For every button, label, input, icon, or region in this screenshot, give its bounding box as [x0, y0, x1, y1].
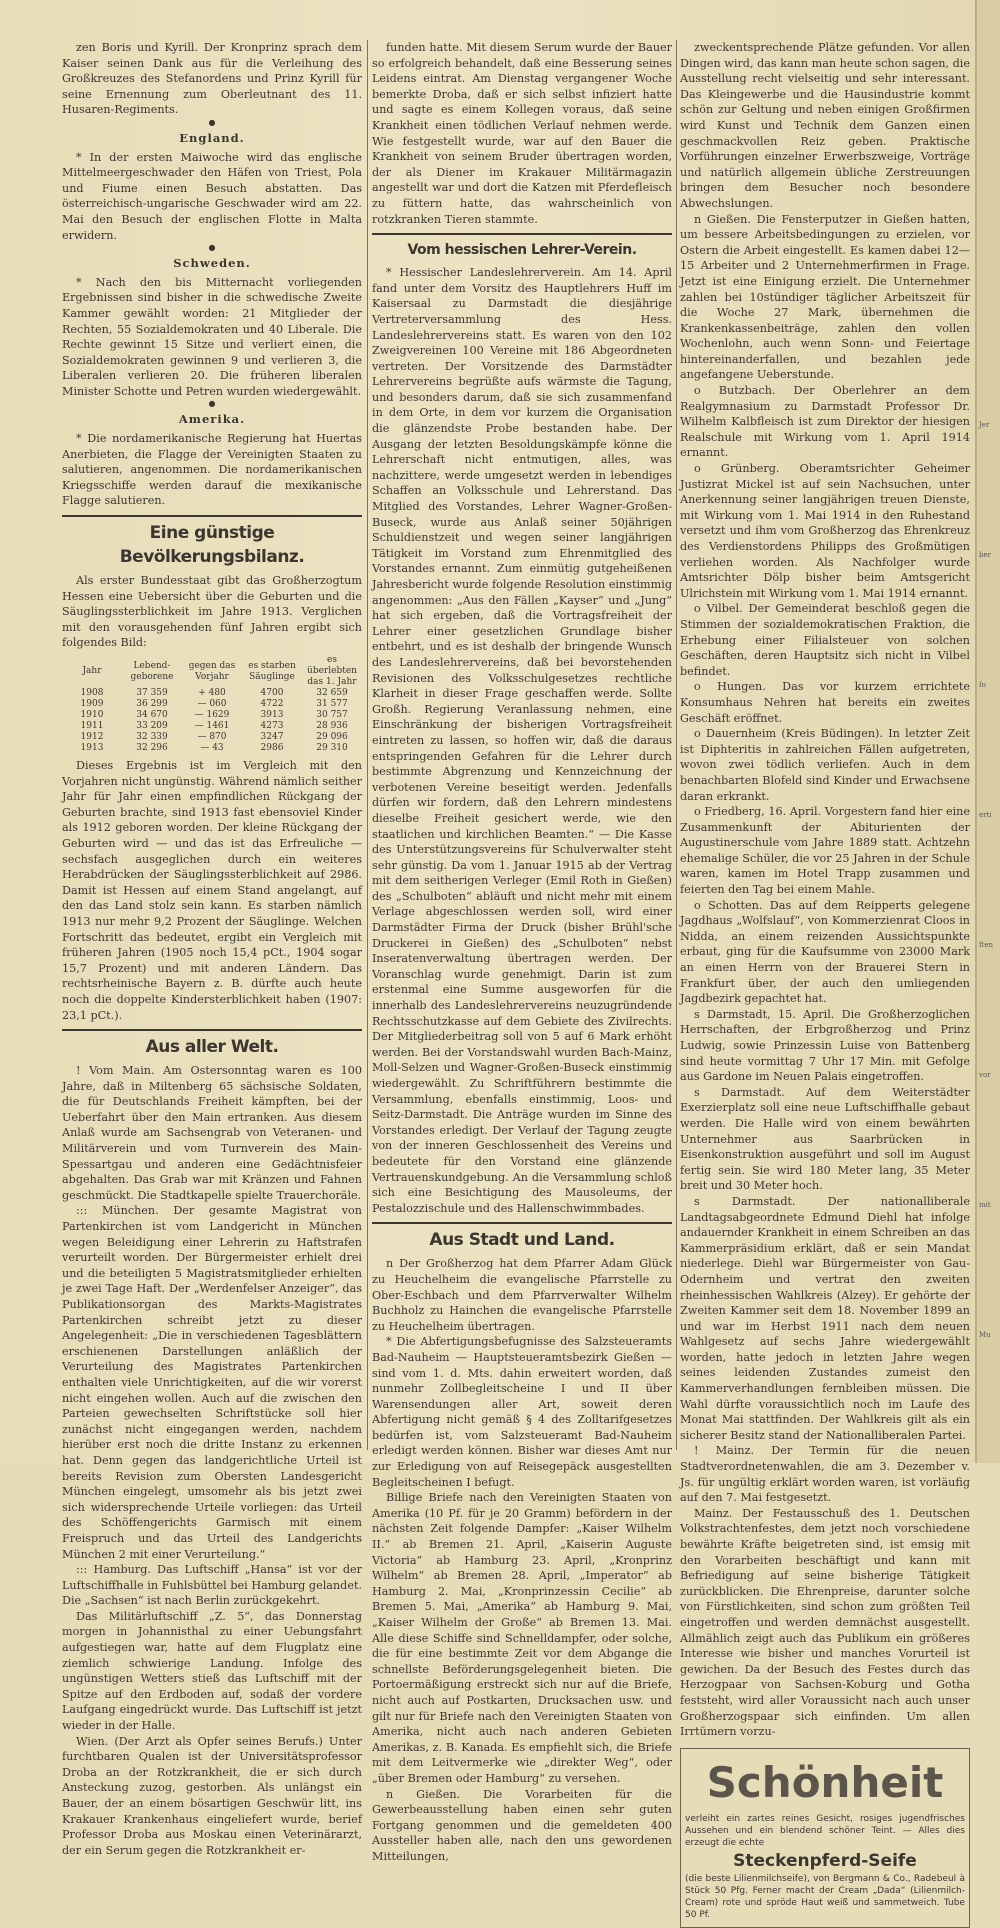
table-header: es starben Säuglinge [248, 660, 296, 682]
table-cell: 1913 [80, 743, 104, 753]
news-item: * Nach den bis Mitternacht vorliegenden Ergebnissen sind bisher in die schwedische Zweite Kammer gewählt worden: 21 Mitglieder der Rechten, 55 Sozialdemokraten und 40 Liberale. Die Rechte gewinnt 15 Sitze und verliert einen, die Sozialdemokraten gewinnen 9 und verlieren 3, die Liberalen verlieren 20. Die früheren liberalen Minister Schotte und Petren wurden wiedergewählt. [62, 275, 362, 398]
divider [62, 515, 362, 517]
table-cell: 32 339 [136, 732, 168, 742]
table-cell: 34 670 [136, 710, 168, 720]
news-item: o Dauernheim (Kreis Büdingen). In letzter Zeit ist Diphteritis in zahlreichen Fällen aufgetreten, wovon zwei tödlich verliefen. Auch in dem benachbarten Blofeld sind Kinder und Erwachsene daran erkrankt. [680, 727, 970, 803]
table-cell: — 1461 [194, 721, 230, 731]
news-item: s Darmstadt. Auf dem Weiterstädter Exerzierplatz soll eine neue Luftschiffhalle gebaut werden. Die Halle wird von einem bewährten Unternehmer aus Saarbrücken in Eisenkonstruktion ausgeführt und soll im August fertig sein. Sie wird 180 Meter lang, 35 Meter breit und 30 Meter hoch. [680, 1085, 970, 1193]
regional-news-items [680, 40, 970, 1740]
table-cell: 4700 [260, 688, 284, 698]
news-item: o Vilbel. Der Gemeinderat beschloß gegen die Stimmen der sozialdemokratischen Fraktion, die Erhebung einer Filialsteuer von solchen Geschäften, deren Hauptsitz sich nicht in Vilbel befindet. [680, 602, 970, 678]
table-cell: 29 096 [316, 732, 348, 742]
headline-bevoelkerungsbilanz: Eine günstige Bevölkerungsbilanz. [119, 523, 305, 568]
table-cell: 4273 [260, 721, 284, 731]
table-cell: 2986 [260, 743, 284, 753]
table-cell: 1909 [80, 699, 104, 709]
table-cell: 30 757 [316, 710, 348, 720]
table-row [62, 743, 362, 754]
news-item: Billige Briefe nach den Vereinigten Staaten von Amerika (10 Pf. für je 20 Gramm) befördern in der nächsten Zeit folgende Dampfer: „Kaiser Wilhelm II.“ ab Bremen 21. April, „Kaiserin Auguste Victoria“ ab Hamburg 23. April, „Kronprinz Wilhelm“ ab Bremen 28. April, „Imperator“ ab Hamburg 2. Mai, „Kronprinzessin Cecilie“ ab Bremen 5. Mai, „Amerika“ ab Hamburg 9. Mai, „Kaiser Wilhelm der Große“ ab Bremen 13. Mai. Alle diese Schiffe sind Schnelldampfer, oder solche, die für eine bestimmte Zeit vor dem Abgange die schnellste Beförderungsgelegenheit bieten. Die Portoermäßigung erstreckt sich nur auf die Briefe, nicht auch auf Postkarten, Drucksachen usw. und gilt nur für Briefe nach den Vereinigten Staaten von Amerika, nicht auch nach anderen Gebieten Amerikas, z. B. Kanada. Es empfiehlt sich, die Briefe mit dem Leitvermerke wie „direkter Weg“, oder „über Bremen oder Hamburg“ zu versehen. [372, 1491, 672, 1785]
page-fragment: Jer [979, 421, 990, 429]
table-cell: 1908 [80, 688, 104, 698]
news-item: Wien. (Der Arzt als Opfer seines Berufs.) Unter furchtbaren Qualen ist der Universitätsprofessor Droba an der Rotzkrankheit, die er sich durch Ansteckung zuzog, gestorben. Als unlängst ein Bauer, der an einem bösartigen Geschwür litt, ins Krakauer Krankenhaus eingeliefert wurde, berief Professor Droba aus Moskau einen Veterinärarzt, der ein Serum gegen die Rotzkrankheit er- [62, 1734, 362, 1857]
table-cell: — 43 [200, 743, 224, 753]
page-fragment: mit [979, 1201, 991, 1209]
ad-brand: Steckenpferd-Seife [733, 1850, 917, 1871]
table-cell: 4722 [260, 699, 284, 709]
table-cell: 37 359 [136, 688, 168, 698]
page-fragment: erti [979, 811, 992, 819]
news-item: ! Vom Main. Am Ostersonntag waren es 100 Jahre, daß in Miltenberg 65 sächsische Soldaten, die für Deutschlands Freiheit kämpften, bei der Ueberfahrt über den Main ertranken. Aus diesem Anlaß wurde am Sachsengrab von Veteranen- und Militärverein und vom Turnverein des Main-Spessartgau und anderen eine Gedächtnisfeier abgehalten. Das Grab war mit Kränzen und Fahnen geschmückt. Die Stadtkapelle spielte Trauerchoräle. [62, 1064, 362, 1202]
section-heading-england: England. [179, 130, 245, 145]
table-cell: — 1629 [194, 710, 230, 720]
page-fragment: fo [979, 681, 986, 689]
table-cell: — 060 [197, 699, 227, 709]
stadt-und-land-items [372, 1256, 672, 1864]
table-row [62, 699, 362, 710]
news-item: o Grünberg. Oberamtsrichter Geheimer Justizrat Mickel ist auf sein Nachsuchen, unter Anerkennung seiner langjährigen treuen Dienste, mit Wirkung vom 1. Mai 1914 in den Ruhestand versetzt und ihm vom Großherzog das Ehrenkreuz des Verdienstordens Philipps des Großmütigen verliehen worden. Als Nachfolger wurde Amtsrichter Dölp bisher beim Amtsgericht Ulrichstein mit Wirkung vom 1. Mai 1914 ernannt. [680, 462, 970, 600]
article-continuation: funden hatte. Mit diesem Serum wurde der Bauer so erfolgreich behandelt, daß eine Besserung seines Leidens eintrat. Am Dienstag vergangener Woche bemerkte Droba, daß er sich selbst infiziert hatte und sagte es einem Kollegen voraus, daß seine Krankheit einen tödlichen Verlauf nehmen werde. Wie festgestellt wurde, war auf den Bauer die Krankheit von seinem Bruder übertragen worden, der als Diener im Krakauer Militärmagazin angestellt war und dort die Katzen mit Pferdefleisch zu füttern hatte, das wahrscheinlich von rotzkranken Tieren stammte. [372, 41, 672, 226]
column-divider [367, 40, 368, 1450]
table-cell: 33 209 [136, 721, 168, 731]
article-continuation: zen Boris und Kyrill. Der Kronprinz sprach dem Kaiser seinen Dank aus für die Verleihung des Großkreuzes des Stefanordens und Prinz Kyrill für seine Ernennung zum Oberleutnant des 11. Husaren-Regiments. [62, 41, 362, 117]
table-cell: 1911 [80, 721, 104, 731]
article-paragraph: Als erster Bundesstaat gibt das Großherzogtum Hessen eine Uebersicht über die Geburten und die Säuglingssterblichkeit im Jahre 1913. Verglichen mit den vorausgehenden fünf Jahren ergibt sich folgendes Bild: [62, 574, 362, 650]
table-header: gegen das Vorjahr [188, 660, 236, 682]
news-item: * In der ersten Maiwoche wird das englische Mittelmeergeschwader den Häfen von Triest, Pola und Fiume einen Besuch abstatten. Das österreichisch-ungarische Geschwader wird am 22. Mai den Besuch der englischen Flotte in Malta erwidern. [62, 150, 362, 242]
page-fragment: ber [979, 551, 991, 559]
column-1 [62, 40, 362, 1858]
news-item: * Hessischer Landeslehrerverein. Am 14. April fand unter dem Vorsitz des Hauptlehrers Huff im Kaisersaal zu Darmstadt die diesjährige Vertreterversammlung des Hess. Landeslehrervereins statt. Es waren von den 102 Zweigvereinen 100 Vereine mit 186 Abgeordneten vertreten. Der Vorsitzende des Darmstädter Lehrervereins begrüßte aufs wärmste die Tagung, und besonders darum, daß sie sich zusammenfand in dem Orte, in dem vor kurzem die Organisation die glänzendste Probe bestanden habe. Der Ausgang der letzten Besoldungskämpfe könne die Lehrerschaft nicht entmutigen, alles, was nachzittere, werde umgesetzt werden in lebendiges Schaffen an Volksschule und Lehrerstand. Das Mitglied des Vorstandes, Lehrer Wagner-Großen-Buseck, wurde aus Anlaß seiner 50jährigen Schuldienstzeit und wegen seiner langjährigen Tätigkeit im Vorstand zum Ehrenmitglied des Vorstandes ernannt. Zum einmütig gutgeheißenen Jahresbericht wurde folgende Resolution einstimmig angenommen: „Aus den Fällen „Kayser“ und „Jung“ hat sich ergeben, daß die Vortragsfreiheit der Lehrer einer gesetzlichen Grundlage bisher entbehrt, und es ist deshalb der bringende Wunsch des Landeslehrervereins, daß bei bevorstehenden Revisionen des Volksschulgesetzes rechtliche Klarheit in dieser Frage geschaffen werde. Sollte Großh. Regierung Veranlassung nehmen, eine Einschränkung der bisherigen Vortragsfreiheit eintreten zu lassen, so hoffen wir, daß die daraus entspringenden Gefahren für die Lehrer durch bestimmte Abgrenzung und Kennzeichnung der verbotenen Vereine beseitigt werden. Jedenfalls dürfen wir fordern, daß den Lehrern mindestens dieselbe Freiheit gesichert werde, wie den staatlichen und kirchlichen Beamten.“ — Die Kasse des Unterstützungsvereins für Schulverwalter steht sehr günstig. Da vom 1. Januar 1915 ab der Vertrag mit dem seitherigen Verleger (Emil Roth in Gießen) des „Schulboten“ abläuft und nicht mehr mit einem Verlage abgeschlossen werden soll, wird einer Darmstädter Firma der Druck (bisher Brühl'sche Druckerei in Gießen) des „Schulboten“ nebst Inseratenverwaltung übertragen werden. Der Voranschlag wurde genehmigt. Darin ist zum erstenmal eine Summe ausgeworfen für die innerhalb des Landeslehrervereins neuzugründende Rechtsschutzkasse auf dem Gebiete des Zivilrechts. Der Mitgliederbeitrag soll von 5 auf 6 Mark erhöht werden. Bei der Vorstandswahl wurden Bach-Mainz, Moll-Selzen und Wagner-Großen-Buseck einstimmig wiedergewählt. Zu Schriftführern bestimmte die Versammlung, ebenfalls einstimmig, Loos- und Seitz-Darmstadt. Die Anträge wurden im Sinne des Vorstandes erledigt. Der Verlauf der Tagung zeugte von der inneren Geschlossenheit des Vereins und bedeutete für den Vorstand eine glänzende Vertrauenskundgebung. An die Versammlung schloß sich eine Besichtigung des Mausoleums, der Pestalozzischule und des Hallenschwimmbades. [372, 266, 672, 1215]
news-item: n Gießen. Die Vorarbeiten für die Gewerbeausstellung haben einen sehr guten Fortgang genommen und die gemeldeten 400 Aussteller haben alle, nach den uns gewordenen Mitteilungen, [372, 1787, 672, 1863]
table-body [62, 688, 362, 754]
aus-aller-welt-items [62, 1063, 362, 1858]
news-item: ::: Hamburg. Das Luftschiff „Hansa“ ist vor der Luftschiffhalle in Fuhlsbüttel bei Hamburg gelandet. Die „Sachsen“ ist nach Berlin zurückgekehrt. [62, 1563, 362, 1608]
page-fragment: Mu [979, 1331, 991, 1339]
separator-dot: ● [208, 243, 216, 253]
table-cell: 28 936 [316, 721, 348, 731]
page-fragment: ften [979, 941, 994, 949]
divider [372, 1222, 672, 1224]
news-item: ::: München. Der gesamte Magistrat von Partenkirchen ist vom Landgericht in München wegen Beleidigung einer Lehrerin zu Haftstrafen verurteilt worden. Der Bürgermeister erhielt drei und die beteiligten 5 Magistratsmitglieder erhielten je zwei Tage Haft. Der „Werdenfelser Anzeiger“, das Publikationsorgan des Markts-Magistrates Partenkirchen schreibt jetzt zu dieser Angelegenheit: „Die in verschiedenen Tagesblättern erschienenen Darstellungen anläßlich der Verurteilung des Magistrates Partenkirchen enthalten viele Unrichtigkeiten, auf die wir vorerst nicht eingehen wollen. Auch auf die zwischen den Parteien gewechselten Schriftstücke soll hier zunächst nicht eingegangen werden, nachdem hierüber erst noch die dritte Instanz zu erkennen hat. Denn gegen das landgerichtliche Urteil ist bereits Revision zum Obersten Landesgericht München eingelegt, umsomehr als bis jetzt zwei sich widersprechende Urteile vorliegen: das Urteil des Schöffengerichts Garmisch mit einem Freispruch und das Urteil des Landgerichts München 2 mit einer Verurteilung.“ [62, 1204, 362, 1561]
ad-headline: Schönheit [706, 1757, 944, 1807]
advertisement-steckenpferd-seife [680, 1748, 970, 1928]
headline-aus-aller-welt: Aus aller Welt. [145, 1037, 279, 1058]
separator-dot: ● [208, 399, 216, 409]
table-cell: 36 299 [136, 699, 168, 709]
section-heading-amerika: Amerika. [178, 412, 246, 427]
separator-dot: ● [208, 117, 216, 127]
table-cell: 29 310 [316, 743, 348, 753]
column-divider [676, 40, 677, 1450]
table-row [62, 721, 362, 732]
table-cell: 1910 [80, 710, 104, 720]
news-item: n Gießen. Die Fensterputzer in Gießen hatten, um bessere Arbeitsbedingungen zu erzielen, vor Ostern die Arbeit eingestellt. Es kamen dabei 12—15 Arbeiter und 2 Unternehmerfirmen in Frage. Jetzt ist eine Einigung erzielt. Die Unternehmer zahlen bei 10stündiger täglicher Arbeitszeit für die Woche 27 Mark, übernehmen die Krankenkassenbeiträge, zahlen den vollen Wochenlohn, auch wenn Sonn- und Feiertage hintereinanderfallen, und bezahlen jede angefangene Ueberstunde. [680, 212, 970, 382]
headline-aus-stadt-und-land: Aus Stadt und Land. [429, 1230, 615, 1251]
lehrer-verein-items [372, 265, 672, 1216]
table-row [62, 688, 362, 699]
divider [372, 233, 672, 235]
ad-text: verleiht ein zartes reines Gesicht, rosiges jugendfrisches Aussehen und ein blendend schöner Teint. — Alles dies erzeugt die echte [685, 1813, 965, 1848]
birth-statistics-table [62, 655, 362, 754]
news-item: zweckentsprechende Plätze gefunden. Vor allen Dingen wird, das kann man heute schon sagen, die Ausstellung recht vielseitig und sehr interessant. Das Kleingewerbe und die Hausindustrie kommt schön zur Geltung und neben einigen Großfirmen wird Kunst und Technik dem Ganzen einen geschmackvollen Reiz geben. Praktische Vorführungen einzelner Erwerbszweige, Vorträge und natürlich allgemein übliche Zerstreuungen bringen dem Besucher noch besondere Abwechslungen. [680, 41, 970, 210]
news-item: Mainz. Der Festausschuß des 1. Deutschen Volkstrachtenfestes, dem jetzt noch vorschiedene bewährte Kräfte beigetreten sind, ist emsig mit den Vorarbeiten beschäftigt und kann mit Befriedigung auf seine bisherige Tätigkeit zurückblicken. Die Ehrenpreise, darunter solche von Fürstlichkeiten, sind schon zum größten Teil eingetroffen und werden demnächst ausgestellt. Allmählich zeigt auch das Publikum ein größeres Interesse wie bisher und manches Vorurteil ist gewichen. Da der Besuch des Festes durch das Herzogpaar von Sachsen-Koburg und Gotha feststeht, wird aller Voraussicht nach auch unser Großherzogspaar sich einfinden. Um allen Irrtümern vorzu- [680, 1506, 970, 1739]
table-cell: 3913 [260, 710, 284, 720]
section-heading-schweden: Schweden. [173, 256, 251, 271]
table-row [62, 710, 362, 721]
news-item: o Schotten. Das auf dem Reipperts gelegene Jagdhaus „Wolfslauf“, von Kommerzienrat Cloos in Nidda, an einem reizenden Aussichtspunkte erbaut, ging für die Kaufsumme von 23000 Mark an einen Herrn von der Brauerei Stern in Frankfurt über, der auch den umliegenden Jagdbezirk gepachtet hat. [680, 898, 970, 1006]
column-2 [372, 40, 672, 1865]
news-item: n Der Großherzog hat dem Pfarrer Adam Glück zu Heuchelheim die evangelische Pfarrstelle zu Ober-Eschbach und dem Pfarrverwalter Wilhelm Buchholz zu Hainchen die evangelische Pfarrstelle zu Heuchelheim übertragen. [372, 1257, 672, 1333]
headline-lehrer-verein: Vom hessischen Lehrer-Verein. [407, 242, 637, 259]
table-cell: — 870 [197, 732, 227, 742]
table-cell: 1912 [80, 732, 104, 742]
table-header: es überlebten das 1. Jahr [307, 655, 357, 687]
ad-details: (die beste Lilienmilchseife), von Bergmann & Co., Radebeul à Stück 50 Pfg. Ferner macht der Cream „Dada“ (Lilienmilch-Cream) rote und spröde Haut weiß und sammetweich. Tube 50 Pf. [685, 1873, 965, 1920]
news-item: o Butzbach. Der Oberlehrer an dem Realgymnasium zu Darmstadt Professor Dr. Wilhelm Kalbfleisch ist zum Direktor der hiesigen Realschule mit Wirkung vom 1. April 1914 ernannt. [680, 384, 970, 460]
adjacent-page-edge [975, 0, 1000, 1463]
table-header: Jahr [82, 666, 102, 676]
news-item: * Die nordamerikanische Regierung hat Huertas Anerbieten, die Flagge der Vereinigten Staaten zu salutieren, angenommen. Die nordamerikanischen Kriegsschiffe werden darauf die mexikanische Flagge salutieren. [62, 432, 362, 508]
table-cell: 32 659 [316, 688, 348, 698]
news-item: * Die Abfertigungsbefugnisse des Salzsteueramts Bad-Nauheim — Hauptsteueramtsbezirk Gießen — sind vom 1. d. Mts. dahin erweitert worden, daß nunmehr Zollbegleitscheine I und II über Warensendungen aller Art, soweit deren Abfertigung nicht gemäß § 4 des Zolltarifgesetzes bedürfen ist, vom Salzsteueramt Bad-Nauheim erledigt werden können. Bisher war dieses Amt nur zur Erledigung von auf Reisegepäck ausgestellten Begleitscheinen I befugt. [372, 1335, 672, 1489]
column-3 [680, 40, 970, 1928]
table-cell: 32 296 [136, 743, 168, 753]
news-item: Das Militärluftschiff „Z. 5“, das Donnerstag morgen in Johannisthal zu einer Uebungsfahrt aufgestiegen war, hatte auf dem Flugplatz eine ziemlich schwierige Landung. Infolge des ungünstigen Wetters stieß das Luftschiff mit der Spitze auf den Erdboden auf, sodaß der vordere Laufgang eingedrückt wurde. Das Luftschiff ist jetzt wieder in der Halle. [62, 1609, 362, 1733]
news-item: o Hungen. Das vor kurzem errichtete Konsumhaus Nehren hat bereits ein zweites Geschäft eröffnet. [680, 680, 970, 725]
table-cell: 3247 [260, 732, 284, 742]
table-cell: 31 577 [316, 699, 348, 709]
table-header-row [62, 655, 362, 688]
news-item: o Friedberg, 16. April. Vorgestern fand hier eine Zusammenkunft der Abiturienten der Augustinerschule vom Jahre 1889 statt. Achtzehn ehemalige Schüler, die vor 25 Jahren in der Schule waren, kamen im Hotel Trapp zusammen und feierten den Tag bei einem Mahle. [680, 805, 970, 897]
table-cell: + 480 [198, 688, 226, 698]
page-fragment: vor [979, 1071, 991, 1079]
news-item: s Darmstadt, 15. April. Die Großherzoglichen Herrschaften, der Erbgroßherzog und Prinz Ludwig, sowie Prinzessin Luise von Battenberg sind heute vormittag 7 Uhr 17 Min. mit Gefolge aus Gardone im Neuen Palais eingetroffen. [680, 1007, 970, 1084]
news-item: s Darmstadt. Der nationalliberale Landtagsabgeordnete Edmund Diehl hat infolge andauernder Krankheit in einem Schreiben an das Kammerpräsidium erklärt, daß er sein Mandat niederlege. Diehl war Bürgermeister von Gau-Odernheim und vertrat den zweiten rheinhessischen Wahlkreis (Alzey). Er gehörte der Zweiten Kammer seit dem 18. November 1899 an und war im Herbst 1911 nach dem neuen Wahlgesetz auf sechs Jahre wiedergewählt worden, hatte jedoch in letzten Jahre wegen seines leidenden Zustandes zumeist den Kammerverhandlungen fernbleiben müssen. Die Wahl dürfte voraussichtlich noch im Laufe des Monat Mai stattfinden. Der Wahlkreis gilt als ein sicherer Besitz stand der Nationalliberalen Partei. [680, 1194, 970, 1442]
table-row [62, 732, 362, 743]
divider [62, 1029, 362, 1031]
article-paragraph: Dieses Ergebnis ist im Vergleich mit den Vorjahren nicht ungünstig. Während nämlich seither Jahr für Jahr einen empfindlichen Rückgang der Geburten brachte, sind 1913 fast ebensoviel Kinder als 1912 geboren worden. Der kleine Rückgang der Geburten wird — und das ist das Erfreuliche — sechsfach ausgeglichen durch ein weiteres Herabdrücken der Säuglingssterblichkeit auf 2986. Damit ist Hessen auf einem Stand angelangt, auf den das Land stolz sein kann. Es starben nämlich 1913 nur mehr 9,2 Prozent der Säuglinge. Welchen Fortschritt das bedeutet, ergibt ein Vergleich mit früheren Jahren (1905 noch 15,4 pCt., 1904 sogar 15,7 Prozent) und mit anderen Ländern. Das rechtsrheinische Bayern z. B. dürfte auch heute noch die doppelte Kindersterblichkeit haben (1907: 23,1 pCt.). [62, 759, 362, 1022]
news-item: ! Mainz. Der Termin für die neuen Stadtverordnetenwahlen, die am 3. Dezember v. Js. für ungültig erklärt worden waren, ist vorläufig auf den 7. Mai festgesetzt. [680, 1444, 970, 1505]
table-header: Lebend-geborene [130, 660, 174, 682]
